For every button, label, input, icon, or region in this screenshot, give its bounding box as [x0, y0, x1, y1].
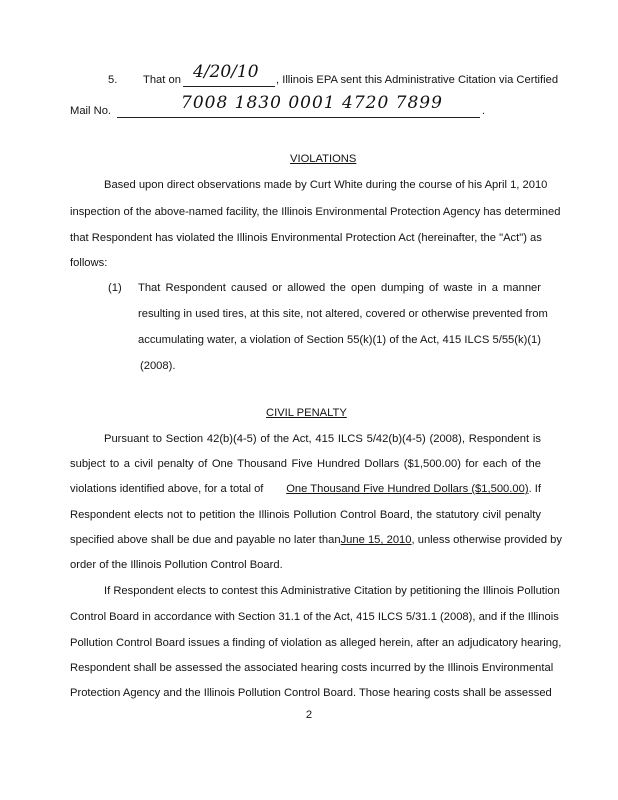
violation-item-line-2: resulting in used tires, at this site, not altered, covered or otherwise prevented from [138, 308, 548, 320]
date-blank [183, 62, 275, 91]
penalty-line-5-start: specified above shall be due and payable no later than [70, 534, 341, 546]
hearing-line-3: Pollution Control Board issues a finding of violation as alleged herein, after an adjudicatory hearing, [70, 637, 562, 649]
violation-item-line-3: accumulating water, a violation of Section 55(k)(1) of the Act, 415 ILCS 5/55(k)(1) [138, 334, 541, 346]
mail-end-period: . [482, 105, 486, 117]
penalty-line-3 [70, 482, 541, 496]
civil-penalty-heading: CIVIL PENALTY [266, 407, 347, 419]
item5-text-before-date: That on [143, 74, 181, 86]
penalty-line-4: Respondent elects not to petition the Illinois Pollution Control Board, the statutory civil penalty [70, 509, 541, 521]
violations-line-3: that Respondent has violated the Illinois Environmental Protection Act (hereinafter, the "Act") as [70, 232, 542, 244]
penalty-line-1: Pursuant to Section 42(b)(4-5) of the Act, 415 ILCS 5/42(b)(4-5) (2008), Respondent is [104, 433, 541, 445]
violations-line-4: follows: [70, 257, 108, 269]
violation-item-line-4: (2008). [140, 360, 176, 372]
item5-text-after-date: , Illinois EPA sent this Administrative Citation via Certified [276, 74, 559, 86]
penalty-due-date: June 15, 2010 [340, 534, 412, 546]
hearing-line-2: Control Board in accordance with Section 31.1 of the Act, 415 ILCS 5/31.1 (2008), and if the Illinois [70, 611, 559, 623]
mail-number-blank [117, 93, 480, 122]
hearing-line-1: If Respondent elects to contest this Administrative Citation by petitioning the Illinois Pollution [104, 585, 560, 597]
handwritten-date: 4/20/10 [193, 62, 259, 82]
violation-item-number: (1) [108, 282, 122, 294]
penalty-line-5 [70, 533, 562, 547]
penalty-line-3-tail [286, 482, 541, 496]
penalty-line-3-end: . If [528, 483, 541, 495]
penalty-line-6: order of the Illinois Pollution Control Board. [70, 559, 283, 571]
item5-number: 5. [108, 74, 118, 86]
violations-heading: VIOLATIONS [290, 153, 357, 165]
violations-line-1: Based upon direct observations made by Curt White during the course of his April 1, 2010 [104, 179, 548, 191]
hearing-line-5: Protection Agency and the Illinois Pollution Control Board. Those hearing costs shall be assessed [70, 687, 552, 699]
page-number: 2 [305, 709, 313, 721]
hearing-line-4: Respondent shall be assessed the associated hearing costs incurred by the Illinois Environmental [70, 662, 554, 674]
violations-line-2: inspection of the above-named facility, the Illinois Environmental Protection Agency has determined [70, 206, 561, 218]
penalty-line-5-tail [341, 533, 562, 547]
penalty-total: One Thousand Five Hundred Dollars ($1,500.00) [286, 483, 529, 495]
mail-label: Mail No. [70, 105, 112, 117]
handwritten-mail-number: 7008 1830 0001 4720 7899 [181, 93, 443, 113]
penalty-line-2: subject to a civil penalty of One Thousand Five Hundred Dollars ($1,500.00) for each of the [70, 458, 541, 470]
violation-item-line-1: That Respondent caused or allowed the open dumping of waste in a manner [138, 282, 541, 294]
penalty-line-3-start: violations identified above, for a total of [70, 483, 264, 495]
penalty-line-5-end: , unless otherwise provided by [411, 534, 562, 546]
